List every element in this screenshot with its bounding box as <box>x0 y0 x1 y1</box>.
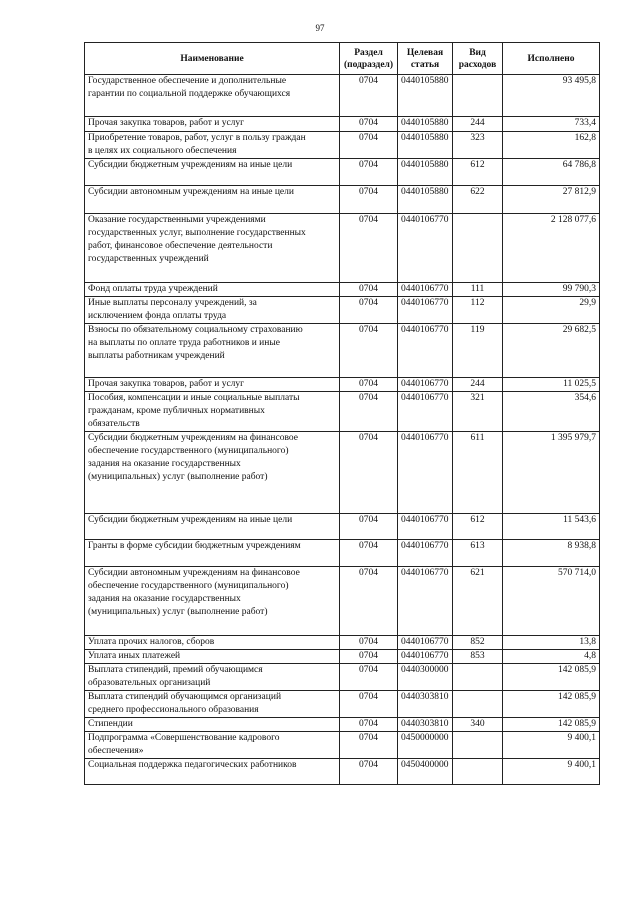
page-number: 97 <box>315 23 325 33</box>
cell-section: 0704 <box>340 514 398 540</box>
cell-type <box>453 759 503 785</box>
table-row <box>85 132 600 159</box>
cell-amount: 99 790,3 <box>503 283 600 297</box>
cell-amount: 142 085,9 <box>503 718 600 732</box>
header-section: Раздел (подраздел) <box>340 43 398 75</box>
cell-amount: 142 085,9 <box>503 664 600 691</box>
cell-target: 0440106770 <box>398 567 453 636</box>
cell-amount: 142 085,9 <box>503 691 600 718</box>
cell-target: 0440105880 <box>398 75 453 117</box>
cell-type: 613 <box>453 540 503 567</box>
cell-name: Иные выплаты персоналу учреждений, за исключением фонда оплаты труда <box>85 297 340 324</box>
cell-type: 852 <box>453 636 503 650</box>
cell-type: 112 <box>453 297 503 324</box>
header-type: Вид расходов <box>453 43 503 75</box>
cell-amount: 29,9 <box>503 297 600 324</box>
cell-amount: 93 495,8 <box>503 75 600 117</box>
cell-section: 0704 <box>340 132 398 159</box>
cell-amount: 9 400,1 <box>503 759 600 785</box>
cell-target: 0450400000 <box>398 759 453 785</box>
cell-amount: 13,8 <box>503 636 600 650</box>
table-row <box>85 718 600 732</box>
cell-target: 0440106770 <box>398 214 453 283</box>
cell-name: Субсидии бюджетным учреждениям на иные цели <box>85 159 340 186</box>
cell-target: 0450000000 <box>398 732 453 759</box>
cell-amount: 27 812,9 <box>503 186 600 214</box>
table-row <box>85 664 600 691</box>
cell-name: Социальная поддержка педагогических работников <box>85 759 340 785</box>
budget-table <box>84 42 600 785</box>
cell-amount: 9 400,1 <box>503 732 600 759</box>
cell-section: 0704 <box>340 283 398 297</box>
cell-amount: 354,6 <box>503 392 600 432</box>
cell-type <box>453 691 503 718</box>
cell-type: 111 <box>453 283 503 297</box>
cell-amount: 570 714,0 <box>503 567 600 636</box>
cell-type: 611 <box>453 432 503 514</box>
cell-name: Субсидии бюджетным учреждениям на иные цели <box>85 514 340 540</box>
cell-section: 0704 <box>340 392 398 432</box>
header-name: Наименование <box>85 43 340 75</box>
cell-section: 0704 <box>340 214 398 283</box>
cell-target: 0440105880 <box>398 186 453 214</box>
cell-name: Уплата прочих налогов, сборов <box>85 636 340 650</box>
table-row <box>85 75 600 117</box>
cell-type: 621 <box>453 567 503 636</box>
cell-target: 0440106770 <box>398 540 453 567</box>
cell-amount: 29 682,5 <box>503 324 600 378</box>
cell-type: 323 <box>453 132 503 159</box>
cell-target: 0440106770 <box>398 324 453 378</box>
cell-amount: 8 938,8 <box>503 540 600 567</box>
cell-name: Пособия, компенсации и иные социальные выплаты гражданам, кроме публичных нормативных обязательств <box>85 392 340 432</box>
cell-target: 0440106770 <box>398 432 453 514</box>
table-header-row <box>85 43 600 75</box>
cell-name: Субсидии бюджетным учреждениям на финансовое обеспечение государственного (муниципального) задания на оказание государственных (муниципальных) услуг (выполнение работ) <box>85 432 340 514</box>
cell-type <box>453 732 503 759</box>
cell-name: Субсидии автономным учреждениям на иные цели <box>85 186 340 214</box>
table-row <box>85 186 600 214</box>
cell-section: 0704 <box>340 691 398 718</box>
table-row <box>85 324 600 378</box>
table-row <box>85 214 600 283</box>
cell-amount: 64 786,8 <box>503 159 600 186</box>
table-row <box>85 650 600 664</box>
cell-amount: 11 543,6 <box>503 514 600 540</box>
cell-target: 0440106770 <box>398 283 453 297</box>
cell-target: 0440106770 <box>398 297 453 324</box>
table-row <box>85 297 600 324</box>
header-target: Целевая статья <box>398 43 453 75</box>
cell-target: 0440303810 <box>398 691 453 718</box>
cell-name: Уплата иных платежей <box>85 650 340 664</box>
header-executed: Исполнено <box>503 43 600 75</box>
cell-section: 0704 <box>340 75 398 117</box>
cell-section: 0704 <box>340 636 398 650</box>
cell-name: Прочая закупка товаров, работ и услуг <box>85 117 340 132</box>
cell-name: Субсидии автономным учреждениям на финансовое обеспечение государственного (муниципального) задания на оказание государственных (муниципальных) услуг (выполнение работ) <box>85 567 340 636</box>
cell-amount: 2 128 077,6 <box>503 214 600 283</box>
table-row <box>85 283 600 297</box>
cell-amount: 1 395 979,7 <box>503 432 600 514</box>
cell-name: Оказание государственными учреждениями государственных услуг, выполнение государственных работ, финансовое обеспечение деятельности государственных учреждений <box>85 214 340 283</box>
cell-type: 622 <box>453 186 503 214</box>
cell-section: 0704 <box>340 378 398 392</box>
table-row <box>85 117 600 132</box>
table-row <box>85 514 600 540</box>
cell-section: 0704 <box>340 718 398 732</box>
cell-type: 612 <box>453 159 503 186</box>
cell-section: 0704 <box>340 297 398 324</box>
cell-type <box>453 664 503 691</box>
cell-amount: 11 025,5 <box>503 378 600 392</box>
cell-name: Выплата стипендий обучающимся организаций среднего профессионального образования <box>85 691 340 718</box>
cell-name: Выплата стипендий, премий обучающимся образовательных организаций <box>85 664 340 691</box>
cell-name: Приобретение товаров, работ, услуг в пользу граждан в целях их социального обеспечения <box>85 132 340 159</box>
cell-name: Фонд оплаты труда учреждений <box>85 283 340 297</box>
cell-type: 119 <box>453 324 503 378</box>
cell-type: 340 <box>453 718 503 732</box>
cell-section: 0704 <box>340 186 398 214</box>
cell-type: 612 <box>453 514 503 540</box>
cell-target: 0440106770 <box>398 650 453 664</box>
cell-section: 0704 <box>340 324 398 378</box>
table-row <box>85 392 600 432</box>
cell-type: 853 <box>453 650 503 664</box>
cell-name: Государственное обеспечение и дополнительные гарантии по социальной поддержке обучающихся <box>85 75 340 117</box>
cell-type <box>453 75 503 117</box>
cell-target: 0440105880 <box>398 117 453 132</box>
cell-section: 0704 <box>340 432 398 514</box>
table-row <box>85 540 600 567</box>
cell-name: Гранты в форме субсидии бюджетным учреждениям <box>85 540 340 567</box>
cell-target: 0440106770 <box>398 378 453 392</box>
table-row <box>85 636 600 650</box>
cell-name: Подпрограмма «Совершенствование кадрового обеспечения» <box>85 732 340 759</box>
cell-section: 0704 <box>340 117 398 132</box>
cell-name: Прочая закупка товаров, работ и услуг <box>85 378 340 392</box>
cell-target: 0440300000 <box>398 664 453 691</box>
cell-target: 0440105880 <box>398 132 453 159</box>
cell-section: 0704 <box>340 567 398 636</box>
cell-target: 0440106770 <box>398 392 453 432</box>
table-row <box>85 378 600 392</box>
cell-section: 0704 <box>340 664 398 691</box>
cell-target: 0440303810 <box>398 718 453 732</box>
cell-type: 244 <box>453 117 503 132</box>
cell-target: 0440106770 <box>398 514 453 540</box>
cell-type: 244 <box>453 378 503 392</box>
cell-amount: 162,8 <box>503 132 600 159</box>
cell-section: 0704 <box>340 540 398 567</box>
cell-amount: 4,8 <box>503 650 600 664</box>
table-row <box>85 691 600 718</box>
table-row <box>85 159 600 186</box>
cell-target: 0440106770 <box>398 636 453 650</box>
cell-section: 0704 <box>340 159 398 186</box>
cell-section: 0704 <box>340 732 398 759</box>
cell-target: 0440105880 <box>398 159 453 186</box>
cell-section: 0704 <box>340 759 398 785</box>
table-row <box>85 432 600 514</box>
cell-name: Стипендии <box>85 718 340 732</box>
cell-amount: 733,4 <box>503 117 600 132</box>
table-row <box>85 759 600 785</box>
table-row <box>85 732 600 759</box>
cell-section: 0704 <box>340 650 398 664</box>
cell-name: Взносы по обязательному социальному страхованию на выплаты по оплате труда работников и иные выплаты работникам учреждений <box>85 324 340 378</box>
cell-type: 321 <box>453 392 503 432</box>
table-row <box>85 567 600 636</box>
cell-type <box>453 214 503 283</box>
